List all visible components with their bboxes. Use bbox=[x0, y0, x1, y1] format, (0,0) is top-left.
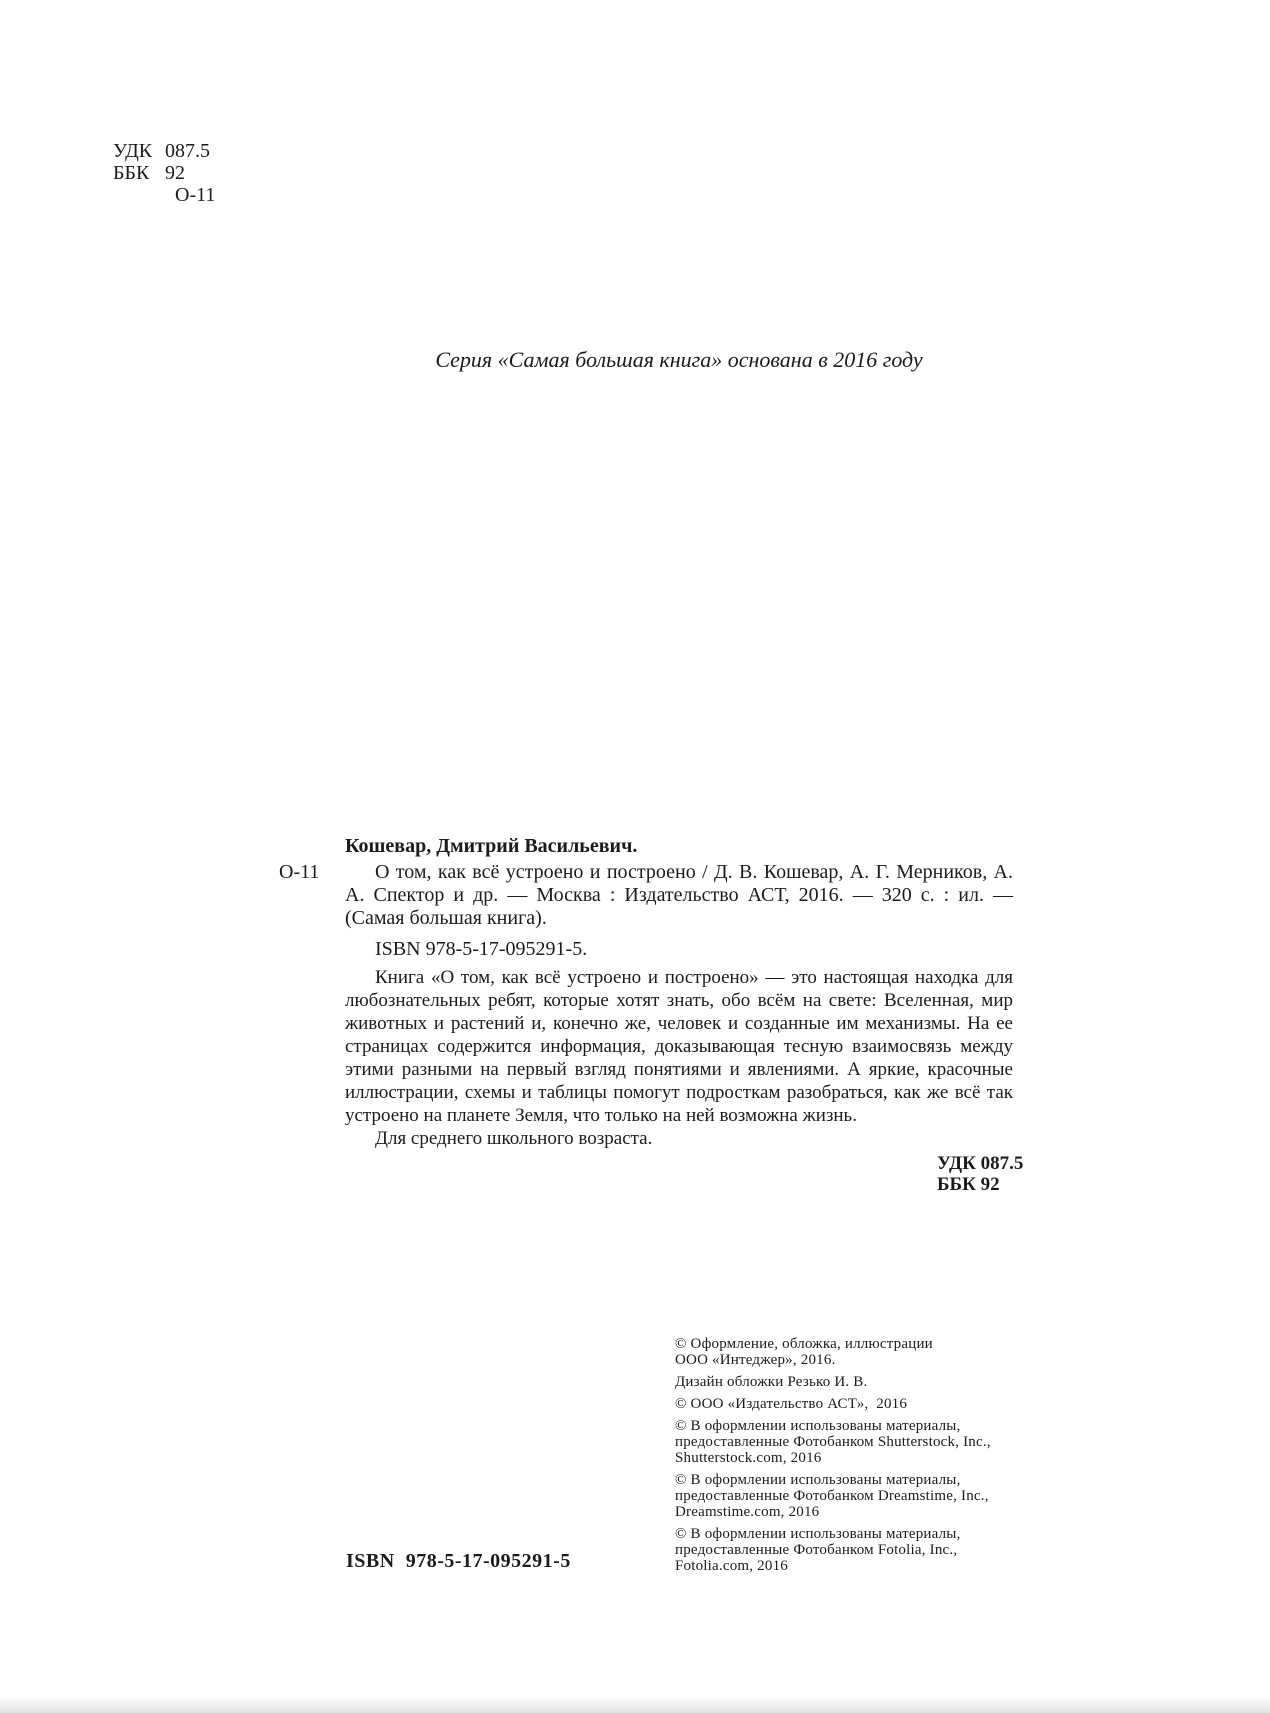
copyright-line: © В оформлении использованы материалы, bbox=[675, 1418, 961, 1434]
bibliographic-description: О том, как всё устроено и построено / Д. В. Кошевар, А. Г. Мерников, А. А. Спектор и др. — Москва : Издательство АСТ, 2016. — 320 с. : ил. — (Самая большая книга). bbox=[345, 861, 1013, 929]
series-note: Серия «Самая большая книга» основана в 2016 году bbox=[435, 347, 923, 372]
copyright-line: © В оформлении использованы материалы, bbox=[675, 1472, 961, 1488]
page-edge-shade bbox=[0, 1697, 1270, 1713]
copyright-entry-cover-designer bbox=[675, 1374, 1010, 1390]
classification-codes-top bbox=[113, 140, 215, 206]
bbk-code-right: ББК 92 bbox=[937, 1174, 1000, 1195]
bbk-label: ББК bbox=[113, 162, 150, 184]
author-heading: Кошевар, Дмитрий Васильевич. bbox=[345, 835, 638, 857]
annotation-text: Книга «О том, как всё устроено и построено» — это настоящая находка для любознательных ребят, которые хотят знать, обо всём на свете: Вселенная, мир животных и растений и, конечно же, человек и созданные им механизмы. На ее страницах содержится информация, доказывающая тесную взаимосвязь между этими разными на первый взгляд понятиями и явлениями. А яркие, красочные иллюстрации, схемы и таблицы помогут подросткам разобраться, как же всё так устроено на планете Земля, что только на ней возможна жизнь. bbox=[345, 967, 1013, 1126]
author-sign-value: О-11 bbox=[175, 184, 216, 206]
author-sign-label bbox=[113, 184, 165, 206]
bbk-value: 92 bbox=[165, 162, 185, 184]
copyright-line: предоставленные Фотобанком Shutterstock, Inc., bbox=[675, 1434, 991, 1450]
copyright-line: Дизайн обложки Резько И. В. bbox=[675, 1374, 868, 1390]
copyright-line: © В оформлении использованы материалы, bbox=[675, 1526, 961, 1542]
copyright-entry-shutterstock bbox=[675, 1418, 1010, 1466]
isbn-footer: ISBN 978-5-17-095291-5 bbox=[346, 1550, 571, 1572]
udk-value: 087.5 bbox=[165, 140, 210, 162]
copyright-entry-fotolia bbox=[675, 1526, 1010, 1574]
copyright-line: © ООО «Издательство АСТ», 2016 bbox=[675, 1396, 908, 1412]
isbn-line: ISBN 978-5-17-095291-5. bbox=[375, 938, 588, 960]
udk-code-right: УДК 087.5 bbox=[937, 1153, 1024, 1174]
copyright-line: предоставленные Фотобанком Dreamstime, Inc., bbox=[675, 1488, 989, 1504]
bibliographic-entry bbox=[279, 861, 1013, 930]
copyright-line: предоставленные Фотобанком Fotolia, Inc., bbox=[675, 1542, 958, 1558]
copyright-entry-design bbox=[675, 1336, 1010, 1368]
classification-codes-right bbox=[937, 1153, 1023, 1195]
udk-label: УДК bbox=[113, 140, 153, 162]
copyright-entry-publisher bbox=[675, 1396, 1010, 1412]
catalog-card bbox=[279, 835, 1013, 1150]
udk-row bbox=[113, 140, 215, 162]
copyright-entry-dreamstime bbox=[675, 1472, 1010, 1520]
copyright-line: Dreamstime.com, 2016 bbox=[675, 1504, 820, 1520]
copyright-block bbox=[675, 1336, 1010, 1580]
copyright-line: ООО «Интеджер», 2016. bbox=[675, 1352, 836, 1368]
copyright-line: © Оформление, обложка, иллюстрации bbox=[675, 1336, 933, 1352]
copyright-line: Fotolia.com, 2016 bbox=[675, 1558, 788, 1574]
bbk-row bbox=[113, 162, 215, 184]
author-sign-row bbox=[113, 184, 215, 206]
copyright-line: Shutterstock.com, 2016 bbox=[675, 1450, 822, 1466]
audience-note: Для среднего школьного возраста. bbox=[375, 1128, 653, 1149]
margin-author-sign: О-11 bbox=[279, 861, 320, 883]
